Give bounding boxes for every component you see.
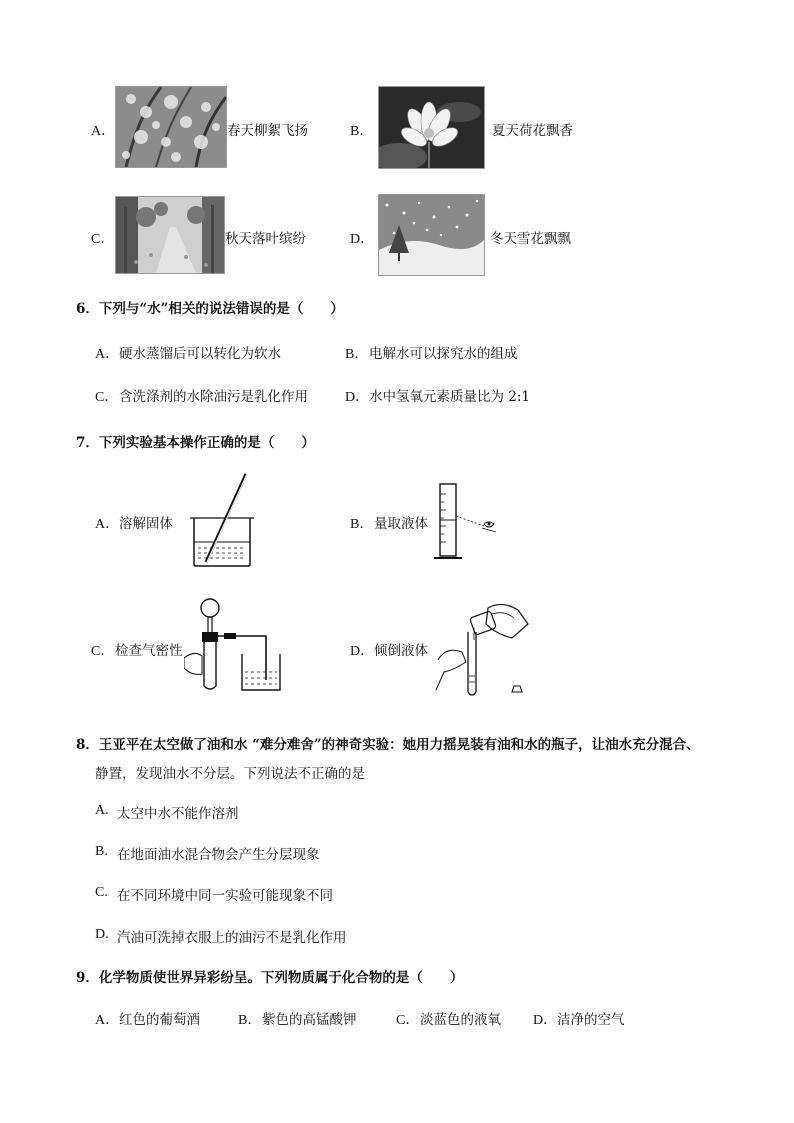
option-letter: D． (350, 644, 375, 659)
option-text: 量取液体 (374, 516, 428, 532)
graduated-cylinder-diagram (434, 482, 504, 562)
option-text: 冬天雪花飘飘 (490, 231, 571, 247)
option-text: 红色的葡萄酒 (119, 1012, 200, 1028)
autumn-leaves-photo (115, 196, 225, 274)
option-letter: A． (95, 347, 120, 362)
option-text: 电解水可以探究水的组成 (369, 346, 518, 362)
option-letter: D． (350, 232, 375, 247)
option-text: 水中氢氧元素质量比为 2:1 (369, 389, 531, 405)
option-text: 春天柳絮飞扬 (227, 123, 308, 139)
option-text: 硬水蒸馏后可以转化为软水 (119, 346, 281, 362)
option-letter: A． (95, 1013, 120, 1028)
option-letter: C. (95, 885, 108, 900)
option-letter: B． (345, 347, 369, 362)
option-text: 淡蓝色的液氧 (420, 1012, 501, 1028)
question-7-stem: 7．下列实验基本操作正确的是（ ） (76, 435, 315, 451)
option-text: 紫色的高锰酸钾 (262, 1012, 357, 1028)
pouring-liquid-diagram (432, 600, 532, 700)
option-letter: C． (95, 390, 119, 405)
option-text: 洁净的空气 (557, 1012, 625, 1028)
option-text: 秋天落叶缤纷 (225, 231, 306, 247)
option-letter: C． (396, 1013, 420, 1028)
option-letter: D． (533, 1013, 558, 1028)
option-text: 溶解固体 (119, 516, 173, 532)
option-text: 检查气密性 (115, 643, 183, 659)
option-text: 倾倒液体 (374, 643, 428, 659)
option-text: 含洗涤剂的水除油污是乳化作用 (119, 389, 308, 405)
option-text: 在地面油水混合物会产生分层现象 (117, 847, 320, 863)
option-letter: D. (95, 927, 109, 942)
option-letter: B． (238, 1013, 262, 1028)
option-letter: D． (345, 390, 370, 405)
question-6-stem: 6．下列与“水”相关的说法错误的是（ ） (76, 301, 344, 317)
option-text: 汽油可洗掉衣服上的油污不是乳化作用 (117, 930, 347, 946)
option-letter: B． (350, 124, 374, 139)
option-letter: C． (91, 232, 115, 247)
option-letter: C． (91, 644, 115, 659)
option-letter: B. (95, 844, 108, 859)
willow-catkins-photo (115, 86, 227, 168)
question-8-stem: 8．王亚平在太空做了油和水 “难分难舍”的神奇实验：她用力摇晃装有油和水的瓶子，让油水充分混合、 (76, 737, 700, 753)
option-letter: B． (350, 517, 374, 532)
airtightness-check-diagram (184, 596, 284, 694)
snowfall-photo (378, 194, 485, 276)
option-letter: A. (95, 803, 109, 818)
option-text: 太空中水不能作溶剂 (117, 806, 239, 822)
option-text: 在不同环境中同一实验可能现象不同 (117, 888, 333, 904)
option-letter: A． (91, 124, 116, 139)
option-letter: A． (95, 517, 120, 532)
question-9-stem: 9．化学物质使世界异彩纷呈。下列物质属于化合物的是（ ） (76, 970, 464, 986)
stirring-beaker-diagram (188, 472, 258, 568)
option-text: 夏天荷花飘香 (492, 123, 573, 139)
question-8-stem-continued: 静置，发现油水不分层。下列说法不正确的是 (95, 766, 365, 782)
lotus-flower-photo (378, 86, 485, 169)
